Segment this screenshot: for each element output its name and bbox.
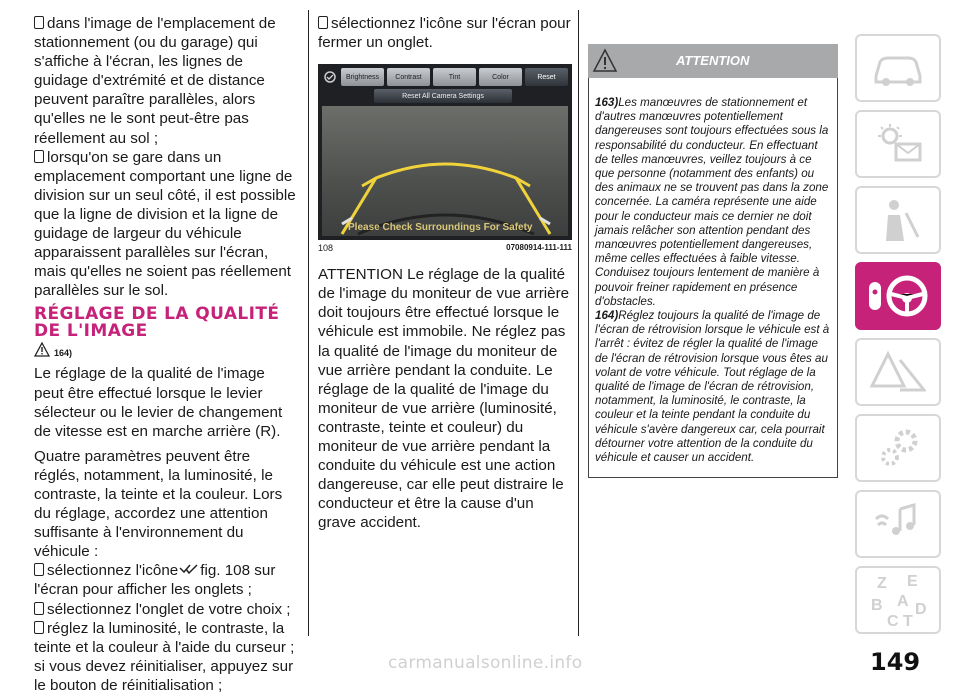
settings-checkmark-icon bbox=[178, 563, 200, 576]
warning-text: Les manœuvres de stationnement et d'autres manœuvres potentiellement dangereuses sont toujours effectuées sous la responsabilité du conducteur. En effectuant de telles manœuvres, veillez toujours à ce que personne (notamment des enfants) ou des animaux ne se trouvent pas dans la zone concernée. La caméra représente une aide pour le conducteur mais ce dernier ne doit jamais relâcher son attention pendant des manœuvres potentiellement dangereuses, même celles effectuées à faible vitesse. Conduisez toujours lentement de manière à pouvoir freiner rapidement en présence d'obstacles. bbox=[595, 96, 829, 308]
paragraph-text: sélectionnez l'icône sur l'écran pour fermer un onglet. bbox=[318, 15, 571, 52]
multimedia-icon[interactable] bbox=[855, 490, 941, 558]
paragraph-text: lorsqu'on se gare dans un emplacement comportant une ligne de division sur un seul côté, il est possible que la ligne de division et la ligne de guidage de largeur du véhicule apparaissent parallèles sur l'écran, mais qu'elles ne soient pas réellement parallèles sur le sol. bbox=[34, 148, 296, 300]
attention-header bbox=[588, 44, 838, 78]
left-column bbox=[34, 14, 296, 695]
index-letter: D bbox=[915, 601, 927, 618]
column-divider bbox=[578, 10, 579, 636]
paragraph-text: réglez la luminosité, le contraste, la teinte et la couleur à l'aide du curseur ; si vous devez réinitialiser, appuyez sur le bouton de réinitialisation ; bbox=[34, 619, 295, 694]
tab-color[interactable]: Color bbox=[479, 68, 522, 86]
warning-lights-icon[interactable] bbox=[855, 110, 941, 178]
roadside-warning-icon[interactable] bbox=[855, 338, 941, 406]
section-heading: RÉGLAGE DE LA QUALITÉ DE L'IMAGE bbox=[34, 304, 280, 342]
index-letter: A bbox=[897, 593, 909, 610]
service-gears-icon[interactable] bbox=[855, 414, 941, 482]
bullet-icon bbox=[318, 16, 328, 29]
index-letter: E bbox=[907, 573, 918, 590]
tab-contrast[interactable]: Contrast bbox=[387, 68, 430, 86]
column-divider bbox=[308, 10, 309, 636]
paragraph-text: sélectionnez l'icône bbox=[47, 562, 179, 580]
warning-triangle-icon bbox=[592, 48, 618, 74]
settings-icon[interactable] bbox=[322, 68, 338, 86]
tab-tint[interactable]: Tint bbox=[433, 68, 476, 86]
bullet-icon bbox=[34, 621, 44, 634]
car-icon[interactable] bbox=[855, 34, 941, 102]
bullet-paragraph bbox=[34, 148, 296, 301]
warning-number: 164) bbox=[595, 309, 619, 323]
tab-brightness[interactable]: Brightness bbox=[341, 68, 384, 86]
bullet-paragraph bbox=[34, 619, 296, 695]
bullet-paragraph bbox=[318, 14, 572, 52]
camera-settings-figure bbox=[318, 64, 572, 240]
index-letter: T bbox=[903, 613, 913, 630]
warning-reference bbox=[34, 342, 296, 364]
attention-body bbox=[588, 78, 838, 478]
bullet-icon bbox=[34, 150, 44, 163]
index-letters-icon[interactable] bbox=[855, 566, 941, 634]
index-letter: C bbox=[887, 613, 899, 630]
paragraph-text: sélectionnez l'onglet de votre choix ; bbox=[47, 600, 291, 618]
paragraph: ATTENTION Le réglage de la qualité de l'image du moniteur de vue arrière doit toujours être effectué lorsque le véhicule est immobile. Ne réglez pas la qualité de l'image du moniteur de vue arrière pendant la conduite. Le réglage de la qualité de l'image du moniteur de vue arrière (luminosité, contraste, teinte et couleur) du moniteur de vue arrière pendant la conduite du véhicule est une action dangereuse, car elle peut distraire le conducteur et être la cause d'un grave accident. bbox=[318, 266, 570, 532]
warning-triangle-icon bbox=[34, 342, 50, 357]
page-number: 149 bbox=[870, 648, 921, 676]
tab-reset[interactable]: Reset bbox=[525, 68, 568, 86]
figure-number: 108 bbox=[318, 243, 334, 254]
figure-code: 07080914-111-111 bbox=[506, 243, 572, 253]
middle-column bbox=[318, 14, 572, 533]
paragraph: Quatre paramètres peuvent être réglés, notamment, la luminosité, le contraste, la teinte et la couleur. Lors du réglage, accordez une attention suffisante à l'environnement du véhicule : bbox=[34, 447, 283, 561]
bullet-icon bbox=[34, 16, 44, 29]
bullet-paragraph bbox=[34, 600, 296, 619]
warning-164 bbox=[595, 309, 831, 465]
paragraph-text: fig. 108 sur l'écran pour afficher les onglets ; bbox=[34, 562, 276, 599]
bullet-paragraph bbox=[34, 561, 296, 599]
chapter-sidebar bbox=[855, 34, 941, 642]
warning-163 bbox=[595, 96, 831, 309]
index-letter: B bbox=[871, 597, 883, 614]
settings-tab-bar bbox=[322, 68, 568, 86]
attention-title: ATTENTION bbox=[676, 53, 750, 68]
bullet-paragraph bbox=[34, 14, 296, 148]
watermark: carmanualsonline.info bbox=[388, 653, 583, 673]
index-letter: Z bbox=[877, 575, 887, 592]
steering-wheel-icon[interactable] bbox=[855, 262, 941, 330]
parking-guide-lines bbox=[322, 106, 568, 236]
paragraph-text: dans l'image de l'emplacement de stationnement (ou du garage) qui s'affiche à l'écran, les lignes de guidage d'extrémité et de distance peuvent paraître parallèles, alors qu'elles ne le sont peut-être pas réellement au sol ; bbox=[34, 15, 276, 147]
warning-number: 163) bbox=[595, 96, 619, 109]
bullet-icon bbox=[34, 602, 44, 615]
reset-all-button[interactable]: Reset All Camera Settings bbox=[374, 89, 512, 103]
seatbelt-icon[interactable] bbox=[855, 186, 941, 254]
bullet-icon bbox=[34, 563, 44, 576]
reference-number: 164) bbox=[54, 348, 73, 359]
safety-banner: Please Check Surroundings For Safety bbox=[348, 222, 533, 234]
attention-box bbox=[588, 44, 838, 478]
paragraph: Le réglage de la qualité de l'image peut être effectué lorsque le levier sélecteur ou le levier de changement de vitesse est en marche arrière (R). bbox=[34, 365, 283, 440]
camera-view bbox=[322, 106, 568, 236]
figure-caption bbox=[318, 243, 572, 253]
warning-text: Réglez toujours la qualité de l'image de l'écran de rétrovision lorsque le véhicule est à l'arrêt : évitez de régler la qualité de l'image de l'écran de rétrovision lorsque vous êtes au volant de votre véhicule. Tout réglage de la qualité de l'image de l'écran de rétrovision, notamment, la luminosité, le contraste, la couleur et la teinte pendant la conduite du véhicule s'avère dangereux car, cela pourrait détourner votre attention de la conduite du véhicule et causer un accident. bbox=[595, 309, 830, 465]
